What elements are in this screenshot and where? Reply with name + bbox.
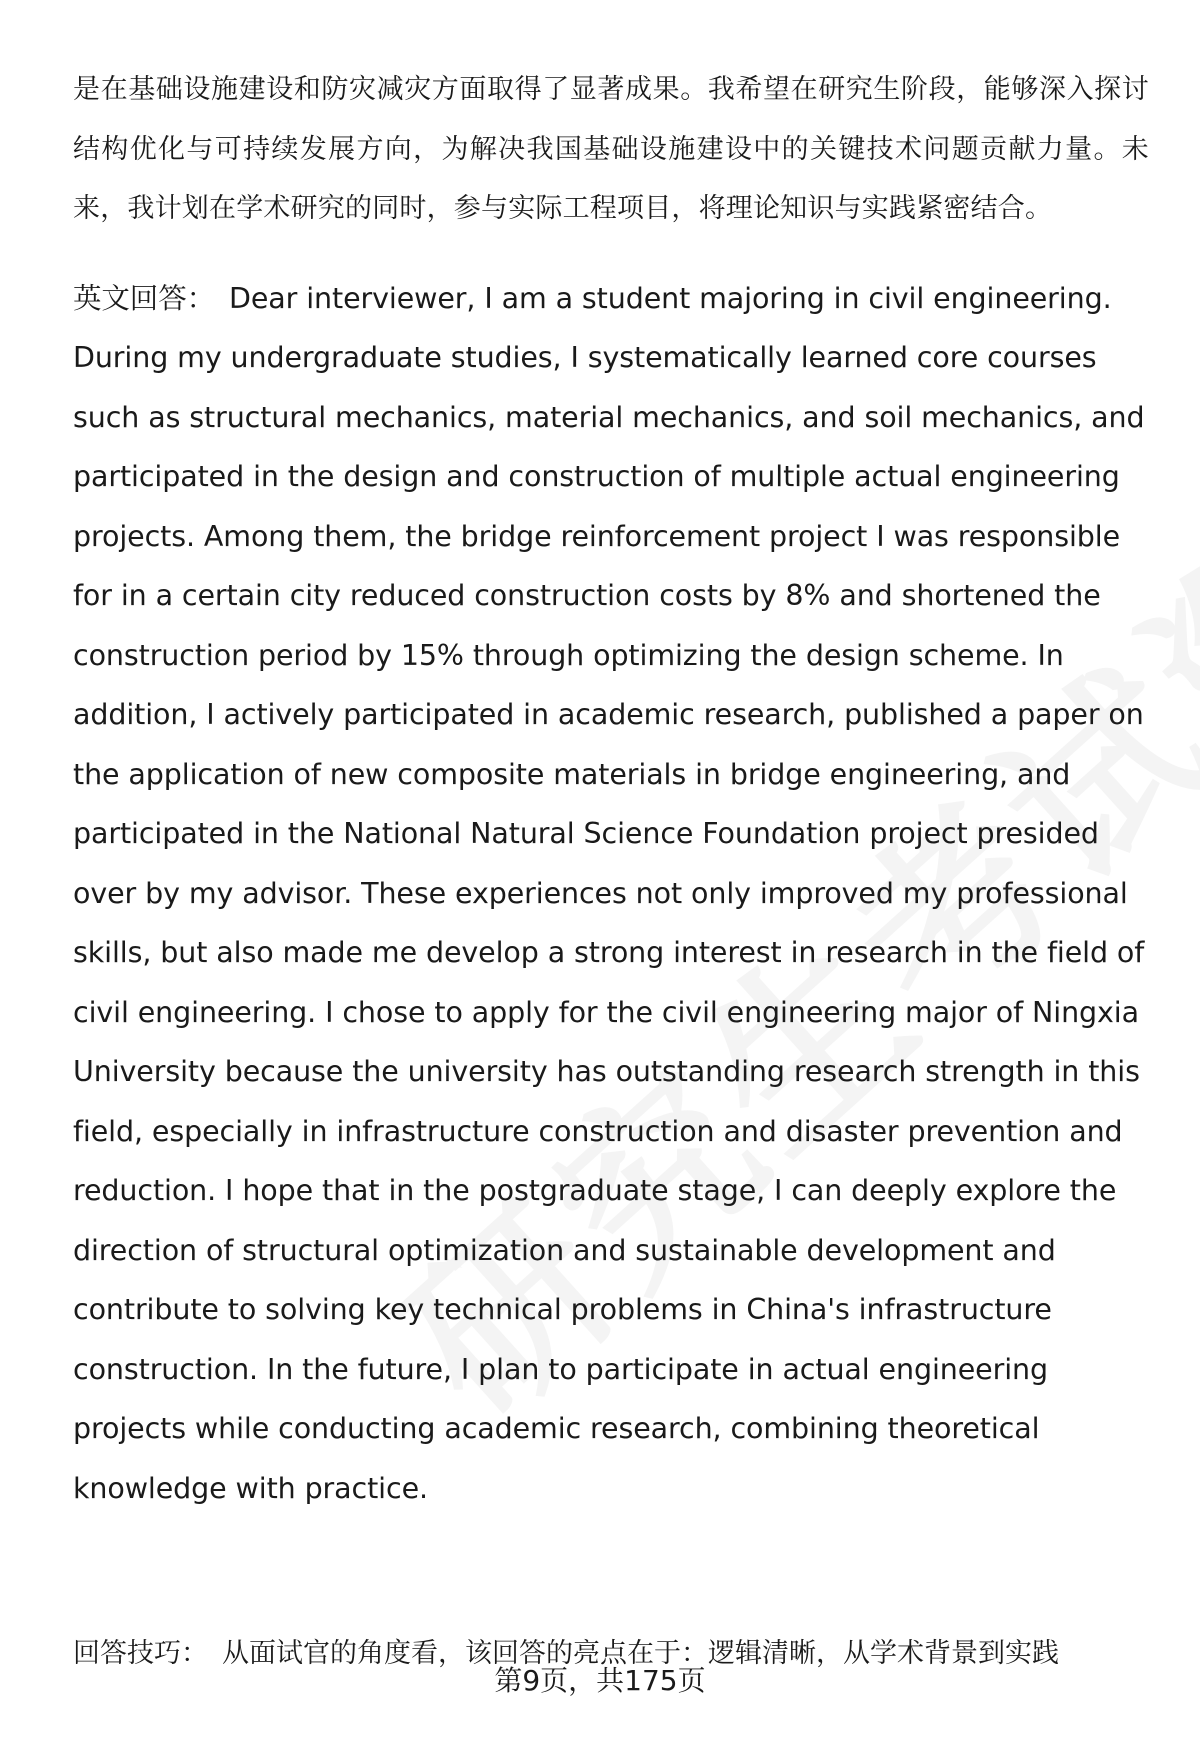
answer-tips-label: 回答技巧：: [73, 1638, 208, 1669]
english-answer-label: 英文回答：: [73, 281, 216, 315]
english-answer-text: Dear interviewer, I am a student majoring in civil engineering. During my undergraduate studies, I systematically learned core courses such as structural mechanics, material mechanics, and soil mechanics, and participated in the design and construction of multiple actual engineering projects. Among them, the bridge reinforcement project I was responsible for in a certain city reduced construction costs by 8% and shortened the construction period by 15% through optimizing the design scheme. In addition, I actively participated in academic research, published a paper on the application of new composite materials in bridge engineering, and participated in the National Natural Science Foundation project presided over by my advisor. These experiences not only improved my professional skills, but also made me develop a strong interest in research in the field of civil engineering. I chose to apply for the civil engineering major of Ningxia University because the university has outstanding research strength in this field, especially in infrastructure construction and disaster prevention and reduction. I hope that in the postgraduate stage, I can deeply explore the direction of structural optimization and sustainable development and contribute to solving key technical problems in China's infrastructure construction. In the future, I plan to participate in actual engineering projects while conducting academic research, combining theoretical knowledge with practice.: [73, 281, 1145, 1505]
english-answer-paragraph: [73, 269, 1149, 1519]
page-number: 第9页，共175页: [494, 1664, 706, 1697]
answer-tips-text: 从面试官的角度看，该回答的亮点在于：逻辑清晰，从学术背景到实践: [222, 1638, 1059, 1669]
document-content: [73, 60, 1149, 1518]
chinese-answer-continuation: 是在基础设施建设和防灾减灾方面取得了显著成果。我希望在研究生阶段，能够深入探讨结构优化与可持续发展方向，为解决我国基础设施建设中的关键技术问题贡献力量。未来，我计划在学术研究的同时，参与实际工程项目，将理论知识与实践紧密结合。: [73, 74, 1149, 225]
